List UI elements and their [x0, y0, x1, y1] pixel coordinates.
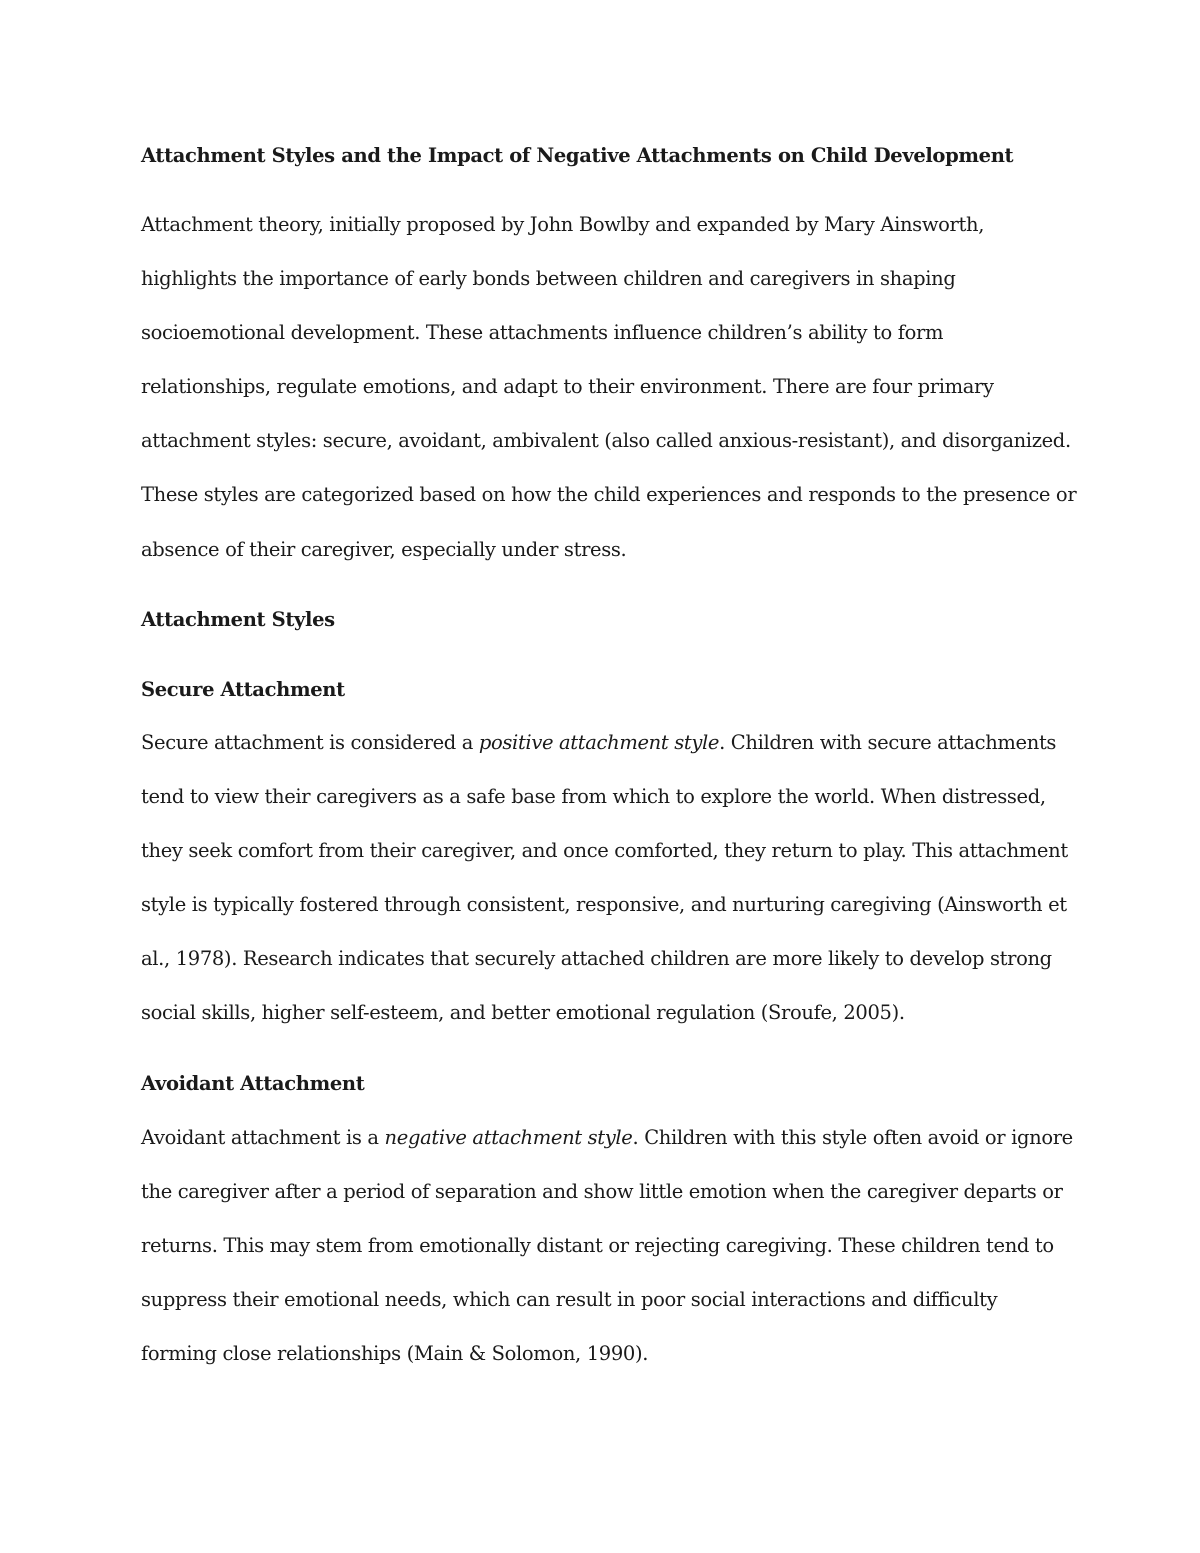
paragraph-line [141, 716, 1068, 770]
paragraph-line: social skills, higher self-esteem, and better emotional regulation (Sroufe, 2005). [141, 1001, 905, 1025]
paragraph-line: highlights the importance of early bonds between children and caregivers in shaping [141, 267, 956, 291]
emphasis-text: negative attachment style [384, 1126, 633, 1149]
text-run: . Children with secure attachments [719, 731, 1057, 754]
paragraph-line: These styles are categorized based on how the child experiences and responds to the presence or [141, 483, 1077, 507]
subsection-heading-secure: Secure Attachment [141, 678, 345, 701]
paragraph-line: forming close relationships (Main & Solomon, 1990). [141, 1342, 649, 1366]
paragraph-line: absence of their caregiver, especially under stress. [141, 537, 627, 561]
section-heading: Attachment Styles [141, 608, 335, 631]
avoidant-paragraph [141, 1111, 1073, 1381]
emphasis-text: positive attachment style [478, 731, 720, 754]
paragraph-line: relationships, regulate emotions, and adapt to their environment. There are four primary [141, 375, 994, 399]
paragraph-line: returns. This may stem from emotionally distant or rejecting caregiving. These children tend to [141, 1234, 1054, 1258]
text-run: Secure attachment is considered a [141, 731, 479, 754]
paragraph-line: Attachment theory, initially proposed by John Bowlby and expanded by Mary Ainsworth, [141, 213, 985, 236]
paragraph-line: style is typically fostered through consistent, responsive, and nurturing caregiving (Ainsworth et [141, 893, 1067, 917]
intro-paragraph [141, 198, 1076, 577]
paragraph-line: socioemotional development. These attachments influence children’s ability to form [141, 321, 944, 345]
document-title: Attachment Styles and the Impact of Negative Attachments on Child Development [141, 144, 1014, 167]
subsection-heading-avoidant: Avoidant Attachment [141, 1072, 365, 1095]
paragraph-line: tend to view their caregivers as a safe base from which to explore the world. When distressed, [141, 785, 1046, 809]
paragraph-line [141, 1111, 1073, 1165]
text-run: . Children with this style often avoid or ignore [632, 1126, 1073, 1149]
paragraph-line: they seek comfort from their caregiver, and once comforted, they return to play. This attachment [141, 839, 1068, 863]
paragraph-line: attachment styles: secure, avoidant, ambivalent (also called anxious-resistant), and disorganized. [141, 429, 1071, 453]
paragraph-line: the caregiver after a period of separation and show little emotion when the caregiver departs or [141, 1180, 1063, 1204]
paragraph-line: suppress their emotional needs, which can result in poor social interactions and difficulty [141, 1288, 998, 1312]
paragraph-line: al., 1978). Research indicates that securely attached children are more likely to develop strong [141, 947, 1052, 971]
text-run: Avoidant attachment is a [141, 1126, 385, 1149]
secure-paragraph [141, 716, 1068, 1041]
